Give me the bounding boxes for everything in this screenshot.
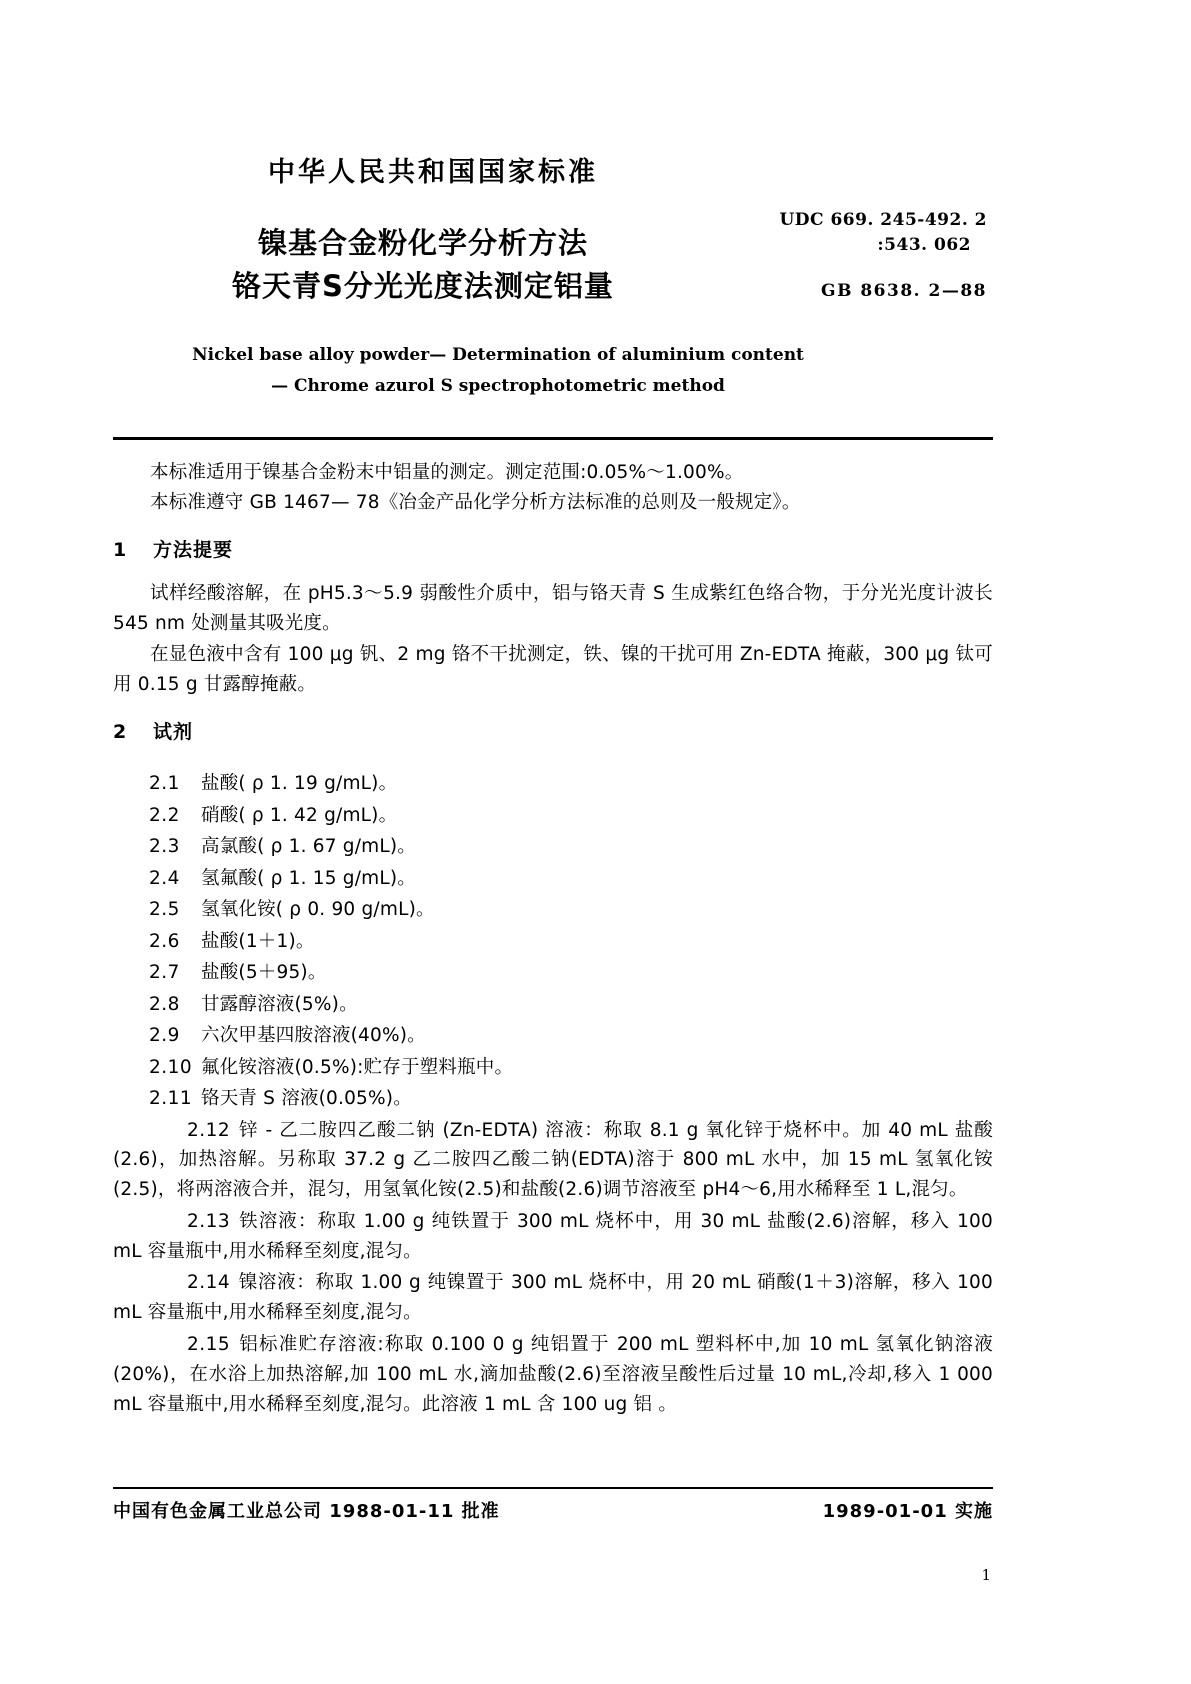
section-1-number: 1: [113, 538, 128, 561]
reagent-item-number: 2.3: [149, 836, 180, 858]
reagent-item: [113, 864, 993, 894]
reagent-item-number: 2.6: [149, 930, 180, 952]
reagent-item-text: 盐酸(1＋1)。: [201, 930, 315, 952]
reagent-item-text: 锌 - 乙二胺四乙酸二钠 (Zn-EDTA) 溶液：称取 8.1 g 氧化锌于烧杯中。加 40 mL 盐酸(2.6)，加热溶解。另称取 37.2 g 乙二胺四乙酸二钠(EDTA)溶于 800 mL 水中，加 15 mL 氢氧化铵(2.5)，将两溶液合并，混匀，用氢氧化铵(2.5)和盐酸(2.6)调节溶液至 pH4～6,用水稀释至 1 L,混匀。: [113, 1119, 993, 1201]
reagent-item-number: 2.9: [149, 1025, 180, 1047]
masthead: [113, 150, 993, 397]
udc-code-sub: :543. 062: [877, 234, 971, 255]
reagent-item-number: 2.15: [187, 1333, 231, 1355]
english-title-line-2: — Chrome azurol S spectrophotometric method: [271, 376, 725, 397]
reagent-item: [113, 1053, 993, 1083]
standard-title-block: [113, 222, 733, 308]
reagent-item-number: 2.5: [149, 899, 180, 921]
reagent-item-text: 镍溶液：称取 1.00 g 纯镍置于 300 mL 烧杯中，用 20 mL 硝酸(1＋3)溶解，移入 100 mL 容量瓶中,用水稀释至刻度,混匀。: [113, 1272, 993, 1324]
reagent-item-number: 2.1: [149, 773, 180, 795]
national-standard-title: 中华人民共和国国家标准: [268, 157, 598, 188]
reagent-item-text: 硝酸( ρ 1. 42 g/mL)。: [201, 804, 398, 826]
reagent-item: [113, 769, 993, 799]
udc-code: UDC 669. 245-492. 2: [779, 210, 987, 230]
reagent-item: [113, 1116, 993, 1206]
reagent-item: [113, 1084, 993, 1114]
reagent-item-text: 盐酸( ρ 1. 19 g/mL)。: [201, 773, 398, 795]
reagent-item: [113, 1330, 993, 1420]
page-sheet: [113, 0, 993, 1684]
reagent-item-text: 六次甲基四胺溶液(40%)。: [201, 1025, 426, 1047]
footer-approval-text: 中国有色金属工业总公司 1988-01-11 批准: [113, 1501, 500, 1522]
reagent-item: [113, 1021, 993, 1051]
english-title-line-1: Nickel base alloy powder— Determination of aluminium content: [192, 345, 804, 365]
reagent-item-number: 2.2: [149, 804, 180, 826]
section-1-title: 方法提要: [153, 538, 234, 561]
reagent-item-text: 甘露醇溶液(5%)。: [201, 993, 358, 1015]
standard-title-line-1: 镍基合金粉化学分析方法: [257, 226, 588, 260]
english-title-block: [113, 340, 883, 403]
reagent-item-text: 氢氟酸( ρ 1. 15 g/mL)。: [201, 867, 416, 889]
reagent-item: [113, 832, 993, 862]
reagent-item-text: 氢氧化铵( ρ 0. 90 g/mL)。: [201, 899, 435, 921]
intro-paragraph-2: 本标准遵守 GB 1467— 78《冶金产品化学分析方法标准的总则及一般规定》。: [150, 491, 801, 513]
reagent-item: [113, 927, 993, 957]
section-2-number: 2: [113, 720, 128, 743]
reagent-item: [113, 1207, 993, 1267]
reagent-item-text: 铬天青 S 溶液(0.05%)。: [201, 1088, 412, 1110]
reagent-item-number: 2.8: [149, 993, 180, 1015]
reagent-item-number: 2.14: [187, 1272, 231, 1294]
header-divider-rule: [113, 437, 993, 440]
section-1-paragraph-2: 在显色液中含有 100 μg 钒、2 mg 铬不干扰测定，铁、镍的干扰可用 Zn-EDTA 掩蔽，300 μg 钛可用 0.15 g 甘露醇掩蔽。: [113, 643, 993, 695]
reagent-item-text: 铝标准贮存溶液:称取 0.100 0 g 纯铝置于 200 mL 塑料杯中,加 10 mL 氢氧化钠溶液(20%)，在水浴上加热溶解,加 100 mL 水,滴加盐酸(2.6)至溶液呈酸性后过量 10 mL,冷却,移入 1 000 mL 容量瓶中,用水稀释至刻度,混匀。此溶液 1 mL 含 100 ug 铝 。: [113, 1333, 993, 1415]
document-body: [113, 458, 993, 1421]
section-2-title: 试剂: [153, 720, 194, 743]
reagent-item: [113, 801, 993, 831]
reagent-item: [113, 1268, 993, 1328]
reagent-item-number: 2.13: [187, 1210, 231, 1232]
reagent-item-text: 高氯酸( ρ 1. 67 g/mL)。: [201, 836, 416, 858]
list-spacer: [113, 760, 993, 769]
reagent-item-text: 盐酸(5＋95)。: [201, 962, 327, 984]
reagent-item-number: 2.4: [149, 867, 180, 889]
page-number: 1: [981, 1566, 991, 1584]
footer-divider-rule: [113, 1487, 993, 1489]
section-1-paragraph-1: 试样经酸溶解，在 pH5.3～5.9 弱酸性介质中，铝与铬天青 S 生成紫红色络合物，于分光光度计波长 545 nm 处测量其吸光度。: [113, 582, 993, 634]
section-heading-2: [113, 717, 993, 748]
section-heading-1: [113, 535, 993, 566]
reagent-item-number: 2.7: [149, 962, 180, 984]
reagent-item-text: 铁溶液：称取 1.00 g 纯铁置于 300 mL 烧杯中，用 30 mL 盐酸(2.6)溶解，移入 100 mL 容量瓶中,用水稀释至刻度,混匀。: [113, 1210, 993, 1262]
reagent-item-text: 氟化铵溶液(0.5%):贮存于塑料瓶中。: [201, 1056, 514, 1078]
reagent-item-number: 2.10: [149, 1056, 193, 1078]
gb-standard-number: GB 8638. 2—88: [821, 281, 987, 302]
footer-implementation-text: 1989-01-01 实施: [822, 1501, 993, 1522]
standard-code-block: [727, 208, 987, 304]
reagent-item: [113, 990, 993, 1020]
intro-paragraph-1: 本标准适用于镍基合金粉末中铝量的测定。测定范围:0.05%～1.00%。: [150, 462, 744, 483]
reagent-item-number: 2.11: [149, 1088, 193, 1110]
reagent-item-number: 2.12: [187, 1119, 231, 1141]
standard-title-line-2: 铬天青S分光光度法测定铝量: [232, 268, 614, 303]
reagent-item: [113, 958, 993, 988]
reagent-item: [113, 895, 993, 925]
